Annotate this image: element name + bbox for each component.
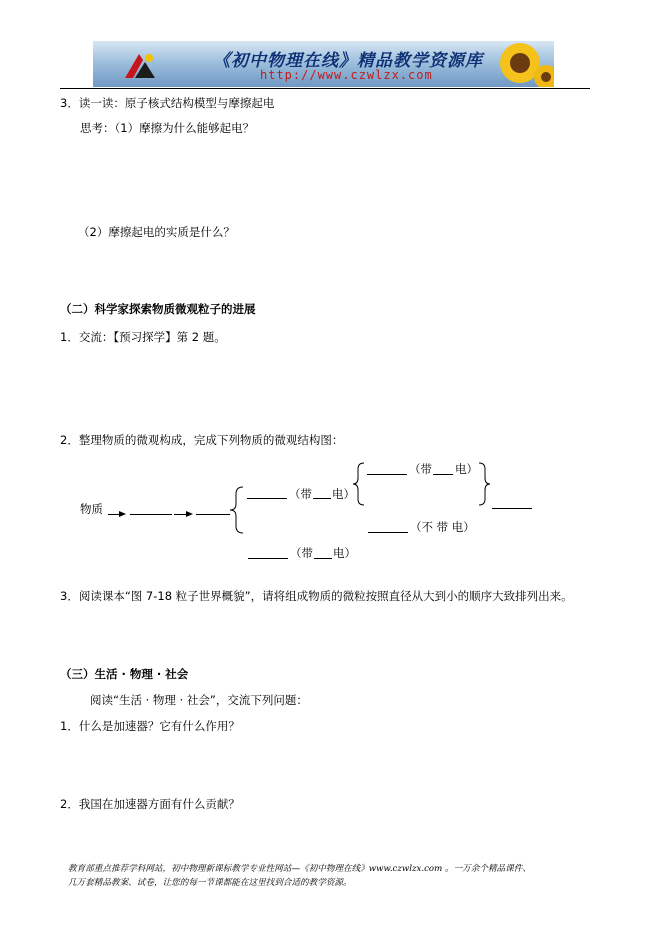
section2-heading: （二）科学家探索物质微观粒子的进展 <box>60 302 256 316</box>
blank-charge-b[interactable] <box>433 474 453 475</box>
section2-item-1: 1．交流：【预习探学】第 2 题。 <box>60 330 226 344</box>
charge-open-c: （带 <box>290 546 313 560</box>
neutral-label: （不 带 电） <box>410 520 475 534</box>
sunflower-icon <box>484 41 554 87</box>
blank-charged-c[interactable] <box>248 558 288 559</box>
section3-question-2: 2．我国在加速器方面有什么贡献？ <box>60 797 240 811</box>
blank-level-2[interactable] <box>196 514 230 515</box>
section3-question-1: 1．什么是加速器？它有什么作用？ <box>60 719 240 733</box>
blank-level-1[interactable] <box>130 514 172 515</box>
arrow-right-icon <box>119 511 126 517</box>
arrow-2-line <box>174 514 186 515</box>
section2-item-3: 3．阅读课本“图 7-18 粒子世界概貌”，请将组成物质的微粒按照直径从大到小的顺序大致排列出来。 <box>60 589 573 603</box>
blank-charged-b[interactable] <box>367 474 407 475</box>
arrow-right-icon <box>186 511 193 517</box>
charge-close-a: 电） <box>332 487 355 501</box>
charge-close-b: 电） <box>455 462 478 476</box>
right-brace-icon <box>477 462 491 506</box>
section3-heading: （三）生活 · 物理 · 社会 <box>60 667 189 681</box>
site-logo-icon <box>121 50 157 80</box>
header-divider <box>60 88 590 89</box>
blank-combined[interactable] <box>492 508 532 509</box>
footer-line-2: 几万套精品教案、试卷，让您的每一节课都能在这里找到合适的教学资源。 <box>68 878 352 888</box>
think-question-1: 思考：（1）摩擦为什么能够起电？ <box>80 121 255 135</box>
footer-line-1: 教育部重点推荐学科网站，初中物理新课标教学专业性网站—《初中物理在线》www.czwlzx.com 。一万余个精品课件、 <box>68 864 531 874</box>
left-brace-icon <box>229 486 245 534</box>
banner-url: http://www.czwlzx.com <box>260 68 433 82</box>
left-brace-icon <box>352 462 366 506</box>
blank-neutral[interactable] <box>368 532 408 533</box>
blank-charge-c[interactable] <box>314 558 332 559</box>
item-read-title: 3．读一读：原子核式结构模型与摩擦起电 <box>60 96 275 110</box>
header-banner <box>93 41 554 87</box>
banner-title: 《初中物理在线》精品教学资源库 <box>213 51 483 71</box>
section2-item-2: 2．整理物质的微观构成，完成下列物质的微观结构图： <box>60 433 344 447</box>
think-question-2: （2）摩擦起电的实质是什么？ <box>78 225 235 239</box>
blank-charge-a[interactable] <box>313 498 331 499</box>
section3-intro: 阅读“生活 · 物理 · 社会”，交流下列问题： <box>90 693 308 707</box>
charge-open-b: （带 <box>409 462 432 476</box>
diagram-root-label: 物质 <box>80 502 103 516</box>
charge-close-c: 电） <box>333 546 356 560</box>
page-footer <box>68 862 598 890</box>
blank-charged-a[interactable] <box>247 498 287 499</box>
charge-open-a: （带 <box>289 487 312 501</box>
